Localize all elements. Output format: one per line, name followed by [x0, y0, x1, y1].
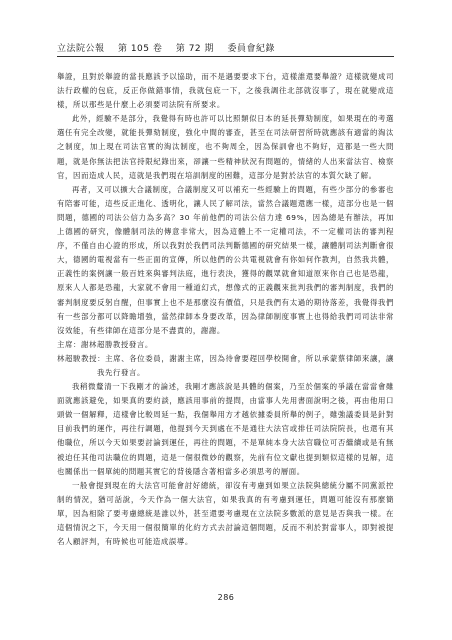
paragraph: 再者，又可以擴大合議制度，合議制度又可以補充一些經驗上的問題，有些少部分的參審也有陪審可能，這些反正進化、透明化，讓人民了解司法，當然合議題還應一樣，這部分也是一個問題，德國的司法公信力為多高？30 年前他們的司法公信力達 69%，因為總是有辦法，再加上德國的研究，像體制司法的傳意非常大，因為這體上不一定權司法，不一定權司法的審判程序，不僅自由心證的形成，所以我對於我們司法判斷德國的研究結果一樣，讓體制司法判斷會很大，德國的電視當有一些正面的宣傳，所以他們的公共電視就會有你如何作教判，自然我共體，正義性的案例讓一般百姓來與審判法庭，進行表決，獲得的觀眾就會知道原來你自己也是恐龍，原來人人都是恐龍，大家就不會用一種道幻式，想像式的正義觀來批判我們的審判制度，我們的審判制度要反躬自醒，但事實上也不是那麼沒有價值，只是我們有太過的期待落差，我覺得我們有一些部分都可以降瞻增強，當然律師本身要改革，因為律師制度事實上也得給我們司司法非常沒效能，有些律師在這部分是不盡責的，謝謝。 — [57, 184, 394, 335]
paragraph: 一般會提到現在的大法官可能會討好總統，卻沒有考慮到如果立法院與總統分屬不同黨派控制的情況，猶可話說，今天作為一個大法官，如果我真的有考慮到運任，問題可能沒有那麼簡單，因為相除了要考慮總統是誰以外，甚至還要考慮現在立法院多數派的意見是否與我一樣。在這個情況之下，今天用一個很簡單的化約方式去討論這個問題，反而不利於對當事人，即對被提名人顧評判，有時候也可能造成誤導。 — [57, 480, 394, 547]
header-rule — [57, 56, 394, 57]
section-title: 委員會紀錄 — [227, 44, 275, 54]
paragraph-continued: 舉證，且對於舉證的當長應該予以協助，而不是遇要要求下台，這樣誰還要舉證？這樣就變成司法行政權的包庇，反正你做錯事情，我就包庇一下，之後我調往北部就沒事了，現在就變成這樣，所以那些是什麼上必須要司法院有所要求。 — [57, 72, 394, 110]
publication-name: 立法院公報 — [57, 44, 105, 54]
transcript-body — [57, 70, 394, 549]
chair-remark: 主席：謝林超勝教授發言。 — [57, 339, 153, 349]
paragraph: 我稍微釐清一下我剛才的論述，我剛才應該說是具體的個案，乃至於個案的爭議在當當會雖面就應該避免，如果真的要約談，應該用事前的提問，由當事人先用書面說明之後，再由他用口頭做一個解釋，這樣會比較周延一點，我個舉用方才越依據委員所舉的例子，雖強議委員是針對目前我們的運作，再往行調題，他提到今天到處在不是通往大法官或排任司法院院長，也還有其他職位，所以今天如果要討論到運任，再往的問題，不是單純本身大法官職位可否繼續或是有無被迫任其他司法職位的問題，這是一個很微妙的觀察，先前有位文獻也提到類似這樣的見解，這也關係出一個單純的問題其實它的背後隱含著相當多必須思考的層面。 — [57, 382, 394, 476]
speaker-remark: 林超駿教授：主席、各位委員，謝謝主席，因為待會要趕回學校開會，所以承蒙蔡律師來讓，讓我先行發言。 — [57, 353, 394, 377]
paragraph: 此外，經驗不是部分，我覺得有時也許可以比照類似日本的延長彈劾制度，如果現在的考選選任有完全改變，就能長彈劾制度，強化中間的審查，甚至在司法研習所時就應該有適當的淘汰之制度，加上現在司法官實的淘汰制度，也不夠周全，因為保訓會也不夠好，這都是一些大問題，就是你無法把法官持限紀錄出來，卻讓一些精神狀況有問題的，情緒的人出來當法官、檢察官，因而造成人民，這就是我們現在培訓制度的困難，這部分是對於法官的本質欠缺了解。 — [57, 114, 394, 180]
page-number: 286 — [217, 593, 235, 602]
volume-number: 第 105 卷 — [117, 44, 163, 54]
issue-number: 第 72 期 — [175, 44, 215, 54]
running-header — [57, 41, 397, 54]
